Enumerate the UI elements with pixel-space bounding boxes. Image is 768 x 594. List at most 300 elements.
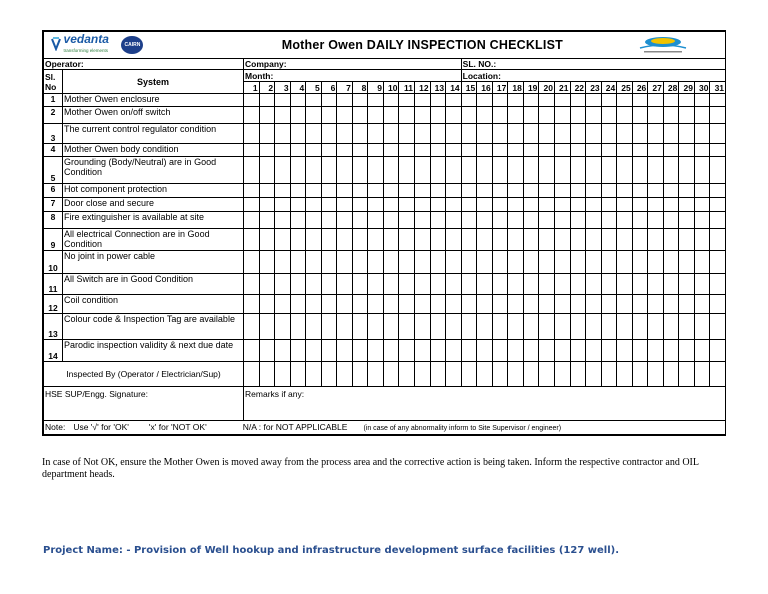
check-cell[interactable] <box>290 107 306 124</box>
check-cell[interactable] <box>321 314 337 340</box>
check-cell[interactable] <box>461 229 477 251</box>
check-cell[interactable] <box>244 107 260 124</box>
check-cell[interactable] <box>275 157 291 184</box>
check-cell[interactable] <box>617 94 633 107</box>
check-cell[interactable] <box>461 314 477 340</box>
check-cell[interactable] <box>648 144 664 157</box>
check-cell[interactable] <box>399 94 415 107</box>
check-cell[interactable] <box>321 124 337 144</box>
check-cell[interactable] <box>586 107 602 124</box>
check-cell[interactable] <box>648 314 664 340</box>
check-cell[interactable] <box>679 107 695 124</box>
check-cell[interactable] <box>601 340 617 362</box>
check-cell[interactable] <box>415 251 431 274</box>
check-cell[interactable] <box>321 340 337 362</box>
check-cell[interactable] <box>554 124 570 144</box>
inspector-sign-cell[interactable] <box>492 362 508 387</box>
check-cell[interactable] <box>710 212 726 229</box>
check-cell[interactable] <box>710 229 726 251</box>
check-cell[interactable] <box>415 198 431 212</box>
check-cell[interactable] <box>663 314 679 340</box>
check-cell[interactable] <box>352 94 368 107</box>
check-cell[interactable] <box>306 340 322 362</box>
check-cell[interactable] <box>648 274 664 295</box>
check-cell[interactable] <box>306 94 322 107</box>
check-cell[interactable] <box>539 94 555 107</box>
check-cell[interactable] <box>399 251 415 274</box>
check-cell[interactable] <box>259 251 275 274</box>
check-cell[interactable] <box>430 144 446 157</box>
check-cell[interactable] <box>492 340 508 362</box>
check-cell[interactable] <box>415 94 431 107</box>
check-cell[interactable] <box>368 251 384 274</box>
check-cell[interactable] <box>694 124 710 144</box>
check-cell[interactable] <box>368 274 384 295</box>
check-cell[interactable] <box>352 198 368 212</box>
check-cell[interactable] <box>321 274 337 295</box>
check-cell[interactable] <box>275 94 291 107</box>
check-cell[interactable] <box>259 157 275 184</box>
check-cell[interactable] <box>554 229 570 251</box>
check-cell[interactable] <box>399 198 415 212</box>
check-cell[interactable] <box>430 94 446 107</box>
check-cell[interactable] <box>492 229 508 251</box>
check-cell[interactable] <box>477 198 493 212</box>
check-cell[interactable] <box>290 198 306 212</box>
check-cell[interactable] <box>554 94 570 107</box>
check-cell[interactable] <box>306 212 322 229</box>
check-cell[interactable] <box>430 157 446 184</box>
check-cell[interactable] <box>523 124 539 144</box>
check-cell[interactable] <box>694 144 710 157</box>
check-cell[interactable] <box>368 229 384 251</box>
check-cell[interactable] <box>383 198 399 212</box>
check-cell[interactable] <box>492 274 508 295</box>
check-cell[interactable] <box>570 229 586 251</box>
check-cell[interactable] <box>399 212 415 229</box>
check-cell[interactable] <box>383 274 399 295</box>
check-cell[interactable] <box>321 251 337 274</box>
check-cell[interactable] <box>601 144 617 157</box>
check-cell[interactable] <box>383 295 399 314</box>
check-cell[interactable] <box>586 94 602 107</box>
check-cell[interactable] <box>632 124 648 144</box>
check-cell[interactable] <box>492 314 508 340</box>
check-cell[interactable] <box>632 94 648 107</box>
check-cell[interactable] <box>648 184 664 198</box>
check-cell[interactable] <box>352 295 368 314</box>
check-cell[interactable] <box>570 124 586 144</box>
check-cell[interactable] <box>244 184 260 198</box>
check-cell[interactable] <box>244 144 260 157</box>
check-cell[interactable] <box>290 144 306 157</box>
check-cell[interactable] <box>679 144 695 157</box>
check-cell[interactable] <box>539 295 555 314</box>
check-cell[interactable] <box>352 340 368 362</box>
check-cell[interactable] <box>430 295 446 314</box>
check-cell[interactable] <box>694 198 710 212</box>
check-cell[interactable] <box>383 124 399 144</box>
check-cell[interactable] <box>290 212 306 229</box>
check-cell[interactable] <box>275 107 291 124</box>
check-cell[interactable] <box>508 107 524 124</box>
check-cell[interactable] <box>477 107 493 124</box>
check-cell[interactable] <box>617 157 633 184</box>
check-cell[interactable] <box>632 229 648 251</box>
check-cell[interactable] <box>477 340 493 362</box>
check-cell[interactable] <box>306 184 322 198</box>
check-cell[interactable] <box>679 314 695 340</box>
check-cell[interactable] <box>523 295 539 314</box>
check-cell[interactable] <box>570 94 586 107</box>
check-cell[interactable] <box>492 124 508 144</box>
check-cell[interactable] <box>601 229 617 251</box>
check-cell[interactable] <box>601 184 617 198</box>
check-cell[interactable] <box>244 229 260 251</box>
check-cell[interactable] <box>492 184 508 198</box>
check-cell[interactable] <box>663 107 679 124</box>
check-cell[interactable] <box>508 212 524 229</box>
check-cell[interactable] <box>352 274 368 295</box>
check-cell[interactable] <box>430 124 446 144</box>
inspector-sign-cell[interactable] <box>570 362 586 387</box>
check-cell[interactable] <box>663 157 679 184</box>
check-cell[interactable] <box>523 314 539 340</box>
check-cell[interactable] <box>617 251 633 274</box>
check-cell[interactable] <box>632 144 648 157</box>
check-cell[interactable] <box>446 340 462 362</box>
check-cell[interactable] <box>694 251 710 274</box>
check-cell[interactable] <box>710 251 726 274</box>
check-cell[interactable] <box>710 94 726 107</box>
check-cell[interactable] <box>337 157 353 184</box>
check-cell[interactable] <box>632 295 648 314</box>
check-cell[interactable] <box>352 314 368 340</box>
check-cell[interactable] <box>694 157 710 184</box>
check-cell[interactable] <box>337 340 353 362</box>
check-cell[interactable] <box>554 314 570 340</box>
check-cell[interactable] <box>477 274 493 295</box>
check-cell[interactable] <box>710 157 726 184</box>
check-cell[interactable] <box>694 212 710 229</box>
check-cell[interactable] <box>477 295 493 314</box>
check-cell[interactable] <box>352 184 368 198</box>
check-cell[interactable] <box>430 184 446 198</box>
check-cell[interactable] <box>648 340 664 362</box>
check-cell[interactable] <box>679 295 695 314</box>
check-cell[interactable] <box>477 124 493 144</box>
check-cell[interactable] <box>399 229 415 251</box>
check-cell[interactable] <box>632 212 648 229</box>
check-cell[interactable] <box>648 124 664 144</box>
check-cell[interactable] <box>383 212 399 229</box>
check-cell[interactable] <box>383 184 399 198</box>
check-cell[interactable] <box>663 295 679 314</box>
check-cell[interactable] <box>259 144 275 157</box>
check-cell[interactable] <box>446 251 462 274</box>
inspector-sign-cell[interactable] <box>368 362 384 387</box>
check-cell[interactable] <box>415 212 431 229</box>
check-cell[interactable] <box>586 314 602 340</box>
check-cell[interactable] <box>244 157 260 184</box>
check-cell[interactable] <box>710 340 726 362</box>
check-cell[interactable] <box>368 157 384 184</box>
check-cell[interactable] <box>554 251 570 274</box>
check-cell[interactable] <box>679 157 695 184</box>
check-cell[interactable] <box>632 184 648 198</box>
check-cell[interactable] <box>477 251 493 274</box>
check-cell[interactable] <box>492 107 508 124</box>
check-cell[interactable] <box>244 94 260 107</box>
check-cell[interactable] <box>586 198 602 212</box>
check-cell[interactable] <box>352 144 368 157</box>
check-cell[interactable] <box>337 94 353 107</box>
check-cell[interactable] <box>244 198 260 212</box>
check-cell[interactable] <box>679 340 695 362</box>
check-cell[interactable] <box>368 107 384 124</box>
check-cell[interactable] <box>554 295 570 314</box>
check-cell[interactable] <box>601 212 617 229</box>
check-cell[interactable] <box>446 274 462 295</box>
check-cell[interactable] <box>399 107 415 124</box>
check-cell[interactable] <box>446 144 462 157</box>
check-cell[interactable] <box>306 314 322 340</box>
inspector-sign-cell[interactable] <box>617 362 633 387</box>
check-cell[interactable] <box>601 295 617 314</box>
check-cell[interactable] <box>352 251 368 274</box>
check-cell[interactable] <box>539 198 555 212</box>
check-cell[interactable] <box>570 274 586 295</box>
check-cell[interactable] <box>679 274 695 295</box>
check-cell[interactable] <box>648 229 664 251</box>
check-cell[interactable] <box>415 274 431 295</box>
check-cell[interactable] <box>321 184 337 198</box>
inspector-sign-cell[interactable] <box>586 362 602 387</box>
check-cell[interactable] <box>244 340 260 362</box>
check-cell[interactable] <box>275 251 291 274</box>
check-cell[interactable] <box>586 184 602 198</box>
check-cell[interactable] <box>275 144 291 157</box>
check-cell[interactable] <box>259 229 275 251</box>
check-cell[interactable] <box>290 157 306 184</box>
check-cell[interactable] <box>259 314 275 340</box>
inspector-sign-cell[interactable] <box>337 362 353 387</box>
check-cell[interactable] <box>477 184 493 198</box>
check-cell[interactable] <box>554 157 570 184</box>
inspector-sign-cell[interactable] <box>694 362 710 387</box>
check-cell[interactable] <box>570 184 586 198</box>
check-cell[interactable] <box>352 157 368 184</box>
check-cell[interactable] <box>694 274 710 295</box>
check-cell[interactable] <box>508 274 524 295</box>
check-cell[interactable] <box>430 198 446 212</box>
check-cell[interactable] <box>415 124 431 144</box>
check-cell[interactable] <box>461 94 477 107</box>
check-cell[interactable] <box>446 184 462 198</box>
inspector-sign-cell[interactable] <box>259 362 275 387</box>
check-cell[interactable] <box>663 274 679 295</box>
check-cell[interactable] <box>648 251 664 274</box>
check-cell[interactable] <box>368 314 384 340</box>
check-cell[interactable] <box>337 107 353 124</box>
check-cell[interactable] <box>337 274 353 295</box>
check-cell[interactable] <box>632 198 648 212</box>
check-cell[interactable] <box>601 198 617 212</box>
check-cell[interactable] <box>461 184 477 198</box>
inspector-sign-cell[interactable] <box>539 362 555 387</box>
check-cell[interactable] <box>275 212 291 229</box>
check-cell[interactable] <box>244 212 260 229</box>
check-cell[interactable] <box>321 212 337 229</box>
check-cell[interactable] <box>399 340 415 362</box>
check-cell[interactable] <box>694 107 710 124</box>
check-cell[interactable] <box>570 340 586 362</box>
check-cell[interactable] <box>508 184 524 198</box>
check-cell[interactable] <box>570 212 586 229</box>
inspector-sign-cell[interactable] <box>275 362 291 387</box>
check-cell[interactable] <box>275 124 291 144</box>
check-cell[interactable] <box>617 198 633 212</box>
check-cell[interactable] <box>539 229 555 251</box>
inspector-sign-cell[interactable] <box>663 362 679 387</box>
check-cell[interactable] <box>586 251 602 274</box>
check-cell[interactable] <box>663 212 679 229</box>
check-cell[interactable] <box>663 124 679 144</box>
check-cell[interactable] <box>663 229 679 251</box>
inspector-sign-cell[interactable] <box>446 362 462 387</box>
inspector-sign-cell[interactable] <box>648 362 664 387</box>
check-cell[interactable] <box>244 124 260 144</box>
check-cell[interactable] <box>523 157 539 184</box>
check-cell[interactable] <box>461 212 477 229</box>
check-cell[interactable] <box>554 107 570 124</box>
check-cell[interactable] <box>586 212 602 229</box>
check-cell[interactable] <box>710 314 726 340</box>
check-cell[interactable] <box>710 295 726 314</box>
check-cell[interactable] <box>446 94 462 107</box>
check-cell[interactable] <box>477 144 493 157</box>
check-cell[interactable] <box>586 229 602 251</box>
check-cell[interactable] <box>337 212 353 229</box>
check-cell[interactable] <box>508 251 524 274</box>
check-cell[interactable] <box>617 340 633 362</box>
check-cell[interactable] <box>648 107 664 124</box>
inspector-sign-cell[interactable] <box>352 362 368 387</box>
check-cell[interactable] <box>461 198 477 212</box>
check-cell[interactable] <box>694 229 710 251</box>
remarks-field[interactable]: Remarks if any: <box>244 387 726 421</box>
check-cell[interactable] <box>508 340 524 362</box>
check-cell[interactable] <box>694 94 710 107</box>
check-cell[interactable] <box>617 124 633 144</box>
check-cell[interactable] <box>290 314 306 340</box>
check-cell[interactable] <box>337 314 353 340</box>
check-cell[interactable] <box>570 251 586 274</box>
check-cell[interactable] <box>383 251 399 274</box>
check-cell[interactable] <box>290 184 306 198</box>
check-cell[interactable] <box>368 184 384 198</box>
check-cell[interactable] <box>477 94 493 107</box>
check-cell[interactable] <box>461 144 477 157</box>
check-cell[interactable] <box>586 157 602 184</box>
inspector-sign-cell[interactable] <box>290 362 306 387</box>
check-cell[interactable] <box>383 144 399 157</box>
check-cell[interactable] <box>430 107 446 124</box>
check-cell[interactable] <box>290 251 306 274</box>
check-cell[interactable] <box>430 340 446 362</box>
check-cell[interactable] <box>321 295 337 314</box>
check-cell[interactable] <box>446 157 462 184</box>
check-cell[interactable] <box>554 184 570 198</box>
check-cell[interactable] <box>275 184 291 198</box>
check-cell[interactable] <box>337 295 353 314</box>
inspector-sign-cell[interactable] <box>477 362 493 387</box>
check-cell[interactable] <box>446 124 462 144</box>
check-cell[interactable] <box>617 229 633 251</box>
check-cell[interactable] <box>539 274 555 295</box>
check-cell[interactable] <box>632 251 648 274</box>
check-cell[interactable] <box>321 94 337 107</box>
check-cell[interactable] <box>399 144 415 157</box>
check-cell[interactable] <box>259 124 275 144</box>
check-cell[interactable] <box>586 340 602 362</box>
check-cell[interactable] <box>539 212 555 229</box>
inspector-sign-cell[interactable] <box>399 362 415 387</box>
check-cell[interactable] <box>383 314 399 340</box>
check-cell[interactable] <box>446 229 462 251</box>
check-cell[interactable] <box>694 340 710 362</box>
check-cell[interactable] <box>259 107 275 124</box>
check-cell[interactable] <box>601 94 617 107</box>
check-cell[interactable] <box>679 184 695 198</box>
check-cell[interactable] <box>415 157 431 184</box>
check-cell[interactable] <box>539 251 555 274</box>
check-cell[interactable] <box>415 144 431 157</box>
check-cell[interactable] <box>446 212 462 229</box>
check-cell[interactable] <box>570 144 586 157</box>
check-cell[interactable] <box>694 184 710 198</box>
check-cell[interactable] <box>617 184 633 198</box>
check-cell[interactable] <box>554 144 570 157</box>
inspector-sign-cell[interactable] <box>321 362 337 387</box>
check-cell[interactable] <box>508 94 524 107</box>
check-cell[interactable] <box>648 94 664 107</box>
check-cell[interactable] <box>430 212 446 229</box>
check-cell[interactable] <box>383 229 399 251</box>
check-cell[interactable] <box>352 124 368 144</box>
check-cell[interactable] <box>508 314 524 340</box>
check-cell[interactable] <box>539 107 555 124</box>
inspector-sign-cell[interactable] <box>554 362 570 387</box>
check-cell[interactable] <box>617 274 633 295</box>
check-cell[interactable] <box>710 274 726 295</box>
check-cell[interactable] <box>601 157 617 184</box>
check-cell[interactable] <box>368 295 384 314</box>
check-cell[interactable] <box>290 274 306 295</box>
check-cell[interactable] <box>446 107 462 124</box>
check-cell[interactable] <box>554 198 570 212</box>
check-cell[interactable] <box>461 157 477 184</box>
check-cell[interactable] <box>710 107 726 124</box>
check-cell[interactable] <box>368 212 384 229</box>
check-cell[interactable] <box>368 340 384 362</box>
check-cell[interactable] <box>430 229 446 251</box>
check-cell[interactable] <box>290 229 306 251</box>
check-cell[interactable] <box>710 124 726 144</box>
check-cell[interactable] <box>306 124 322 144</box>
check-cell[interactable] <box>477 157 493 184</box>
check-cell[interactable] <box>306 251 322 274</box>
